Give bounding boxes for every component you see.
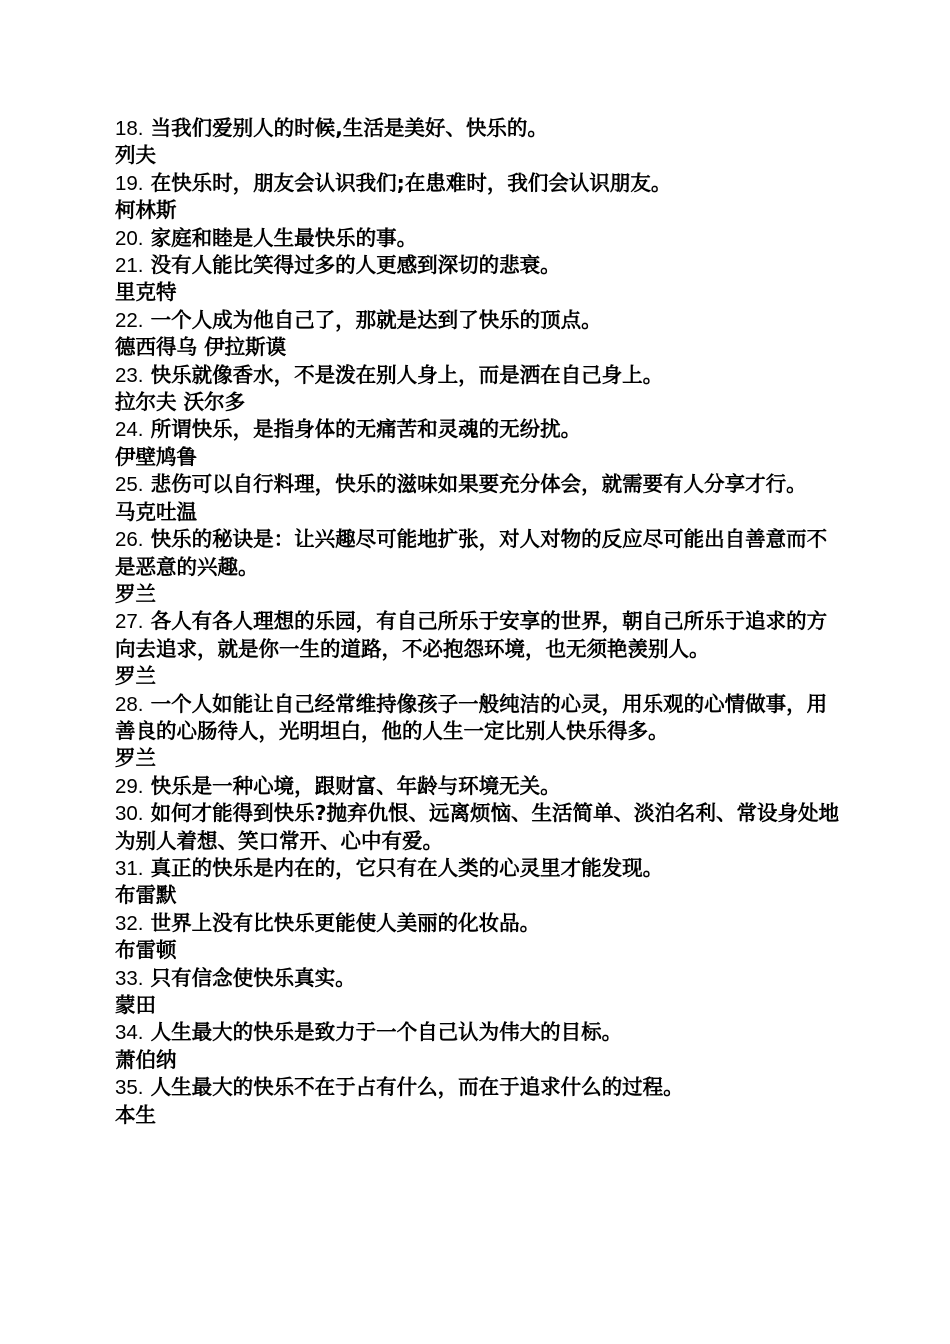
author-line — [115, 197, 840, 224]
author-line — [115, 581, 840, 608]
quote-line — [115, 225, 840, 252]
quote-line — [115, 855, 840, 882]
quote-number: 32. — [115, 911, 144, 935]
quote-line — [115, 471, 840, 498]
quote-line — [115, 170, 840, 197]
quote-number: 18. — [115, 117, 144, 140]
author-line — [115, 1102, 840, 1129]
quote-number: 27. — [115, 610, 144, 634]
quote-text: 人生最大的快乐是致力于一个自己认为伟大的目标。 — [143, 1020, 623, 1045]
quote-number: 33. — [115, 966, 144, 990]
quote-line — [115, 910, 840, 937]
quote-text: 一个人成为他自己了，那就是达到了快乐的顶点。 — [143, 307, 602, 332]
quote-line — [115, 416, 840, 443]
quote-number: 21. — [115, 254, 144, 278]
quote-text: 人生最大的快乐不在于占有什么，而在于追求什么的过程。 — [143, 1075, 684, 1100]
author-name: 德西得乌 伊拉斯谟 — [115, 335, 287, 360]
quote-text: 快乐就像香水，不是泼在别人身上，而是洒在自己身上。 — [143, 362, 664, 387]
author-name: 布雷顿 — [115, 938, 177, 963]
author-line — [115, 389, 840, 416]
author-line — [115, 334, 840, 361]
quote-number: 28. — [115, 692, 144, 716]
quote-number: 24. — [115, 418, 144, 442]
quote-number: 30. — [115, 802, 144, 826]
quote-number: 25. — [115, 473, 144, 497]
quote-text: 没有人能比笑得过多的人更感到深切的悲衰。 — [143, 253, 561, 278]
author-name: 罗兰 — [115, 746, 156, 771]
document-body — [115, 115, 840, 1129]
author-line — [115, 142, 840, 169]
quote-text: 如何才能得到快乐?抛弃仇恨、远离烦恼、生活简单、淡泊名利、常设身处地为别人着想、笑口常开、心中有爱。 — [115, 801, 840, 853]
author-line — [115, 882, 840, 909]
quote-text: 世界上没有比快乐更能使人美丽的化妆品。 — [143, 910, 541, 935]
quote-line — [115, 965, 840, 992]
quote-line — [115, 800, 840, 855]
author-name: 本生 — [115, 1102, 156, 1127]
author-line — [115, 663, 840, 690]
author-name: 柯林斯 — [115, 198, 177, 223]
quote-text: 悲伤可以自行料理，快乐的滋味如果要充分体会，就需要有人分享才行。 — [143, 472, 807, 497]
quote-text: 所谓快乐，是指身体的无痛苦和灵魂的无纷扰。 — [143, 417, 582, 442]
quote-number: 23. — [115, 363, 144, 387]
quote-text: 当我们爱别人的时候,生活是美好、快乐的。 — [143, 116, 548, 140]
quote-text: 快乐是一种心境，跟财富、年龄与环境无关。 — [143, 773, 561, 798]
quote-number: 19. — [115, 171, 144, 195]
quote-text: 快乐的秘诀是：让兴趣尽可能地扩张，对人对物的反应尽可能出自善意而不是恶意的兴趣。 — [115, 527, 828, 579]
quote-text: 在快乐时，朋友会认识我们;在患难时，我们会认识朋友。 — [143, 170, 672, 195]
quote-text: 真正的快乐是内在的，它只有在人类的心灵里才能发现。 — [143, 855, 664, 880]
author-name: 萧伯纳 — [115, 1047, 177, 1072]
quote-number: 20. — [115, 226, 144, 250]
quote-line — [115, 1019, 840, 1046]
author-name: 罗兰 — [115, 664, 156, 689]
author-line — [115, 279, 840, 306]
author-name: 里克特 — [115, 280, 177, 305]
quote-line — [115, 1074, 840, 1101]
quote-line — [115, 773, 840, 800]
quote-number: 35. — [115, 1076, 144, 1100]
quote-line — [115, 307, 840, 334]
quote-text: 家庭和睦是人生最快乐的事。 — [143, 225, 418, 250]
quote-line — [115, 252, 840, 279]
author-line — [115, 992, 840, 1019]
quote-number: 22. — [115, 308, 144, 332]
author-name: 拉尔夫 沃尔多 — [115, 390, 246, 415]
quote-line — [115, 115, 840, 142]
author-name: 马克吐温 — [115, 499, 197, 524]
quote-number: 34. — [115, 1021, 144, 1045]
quote-line — [115, 362, 840, 389]
quote-number: 26. — [115, 528, 144, 552]
quote-text: 一个人如能让自己经常维持像孩子一般纯洁的心灵，用乐观的心情做事，用善良的心肠待人，光明坦白，他的人生一定比别人快乐得多。 — [115, 691, 828, 743]
author-name: 蒙田 — [115, 993, 156, 1017]
quote-text: 只有信念使快乐真实。 — [143, 965, 356, 990]
author-name: 伊壁鸠鲁 — [115, 444, 197, 469]
quote-line — [115, 526, 840, 581]
quote-number: 31. — [115, 856, 144, 880]
author-line — [115, 937, 840, 964]
author-line — [115, 745, 840, 772]
author-line — [115, 1047, 840, 1074]
quote-line — [115, 608, 840, 663]
quote-number: 29. — [115, 774, 144, 798]
author-name: 布雷默 — [115, 883, 177, 908]
author-name: 列夫 — [115, 143, 156, 168]
author-line — [115, 444, 840, 471]
quote-line — [115, 691, 840, 746]
author-name: 罗兰 — [115, 581, 156, 606]
quote-text: 各人有各人理想的乐园，有自己所乐于安享的世界，朝自己所乐于追求的方向去追求，就是你一生的道路，不必抱怨环境，也无须艳羡别人。 — [115, 609, 828, 661]
author-line — [115, 499, 840, 526]
